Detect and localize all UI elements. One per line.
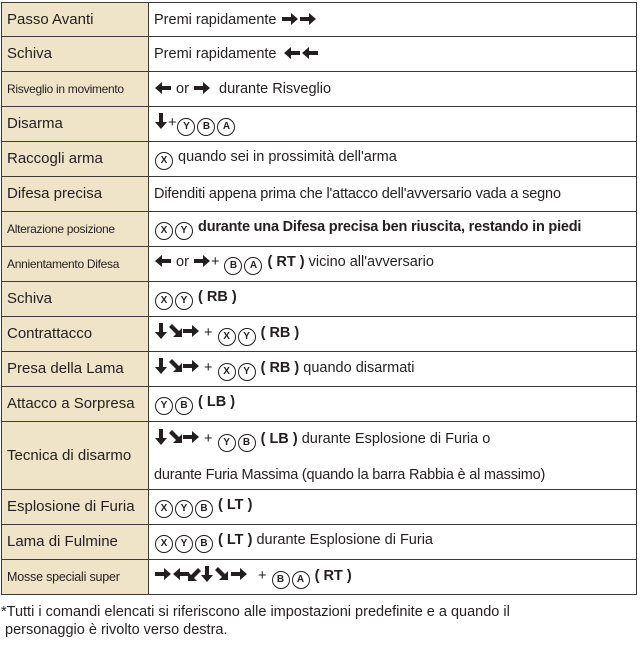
row-command bbox=[149, 422, 637, 490]
x-button-icon: X bbox=[218, 328, 236, 346]
table-row bbox=[2, 177, 637, 212]
command-text: quando disarmati bbox=[303, 360, 415, 376]
paren-close: ) bbox=[292, 430, 298, 447]
trigger-tag: LB bbox=[206, 394, 227, 410]
table-row bbox=[2, 72, 637, 107]
paren-open: ( bbox=[260, 430, 266, 447]
command-text: durante una Difesa precisa ben riuscita, restando in piedi bbox=[198, 219, 582, 235]
row-command bbox=[149, 352, 637, 387]
y-button-icon: Y bbox=[177, 118, 195, 136]
arrow-left-left-icon bbox=[281, 45, 319, 61]
row-label: Risveglio in movimento bbox=[2, 72, 149, 107]
paren-open: ( bbox=[260, 325, 266, 341]
arrow-down-icon bbox=[154, 112, 168, 130]
plus-sign: + bbox=[168, 115, 177, 131]
x-button-icon: X bbox=[155, 535, 173, 553]
row-label: Contrattacco bbox=[2, 317, 149, 352]
row-command bbox=[149, 525, 637, 560]
row-command bbox=[149, 72, 637, 107]
arrow-left-icon bbox=[154, 80, 172, 96]
table-row bbox=[2, 107, 637, 142]
or-text: or bbox=[176, 81, 189, 97]
table-row bbox=[2, 352, 637, 387]
table-row bbox=[2, 560, 637, 595]
row-command bbox=[149, 490, 637, 525]
row-command bbox=[149, 177, 637, 212]
paren-close: ) bbox=[231, 289, 237, 305]
paren-open: ( bbox=[314, 568, 320, 584]
b-button-icon: B bbox=[195, 500, 213, 518]
y-button-icon: Y bbox=[238, 328, 256, 346]
command-text: Difenditi appena prima che l'attacco dell'avversario vada a segno bbox=[154, 186, 561, 202]
table-row bbox=[2, 142, 637, 177]
row-label: Annientamento Difesa bbox=[2, 247, 149, 282]
command-text-line2: durante Furia Massima (quando la barra Rabbia è al massimo) bbox=[154, 466, 546, 483]
arrow-down-downright-right-icon bbox=[154, 322, 200, 340]
paren-open: ( bbox=[198, 394, 203, 410]
plus-sign: + bbox=[258, 568, 267, 584]
trigger-tag: LT bbox=[226, 497, 244, 513]
paren-close: ) bbox=[294, 360, 300, 376]
y-button-icon: Y bbox=[155, 397, 173, 415]
row-label: Tecnica di disarmo bbox=[2, 422, 149, 490]
paren-close: ) bbox=[247, 532, 253, 548]
trigger-tag: RT bbox=[323, 568, 343, 584]
trigger-tag: RT bbox=[276, 254, 296, 270]
b-button-icon: B bbox=[195, 535, 213, 553]
table-row bbox=[2, 387, 637, 422]
footnote bbox=[1, 603, 631, 639]
row-label: Attacco a Sorpresa bbox=[2, 387, 149, 422]
y-button-icon: Y bbox=[175, 222, 193, 240]
row-command bbox=[149, 107, 637, 142]
trigger-tag: RB bbox=[269, 360, 291, 376]
row-command bbox=[149, 317, 637, 352]
row-label: Lama di Fulmine bbox=[2, 525, 149, 560]
row-label: Disarma bbox=[2, 107, 149, 142]
trigger-tag: LB bbox=[269, 430, 289, 447]
row-command bbox=[149, 247, 637, 282]
row-command bbox=[149, 212, 637, 247]
paren-open: ( bbox=[218, 532, 223, 548]
arrow-down-downright-right-icon bbox=[154, 357, 200, 375]
a-button-icon: A bbox=[292, 571, 310, 589]
table-row bbox=[2, 37, 637, 72]
row-label: Esplosione di Furia bbox=[2, 490, 149, 525]
command-text: quando sei in prossimità dell'arma bbox=[178, 149, 397, 165]
x-button-icon: X bbox=[155, 152, 173, 170]
footnote-line2: personaggio è rivolto verso destra. bbox=[5, 622, 228, 638]
y-button-icon: Y bbox=[175, 535, 193, 553]
arrow-right-right-icon bbox=[281, 11, 319, 27]
x-button-icon: X bbox=[155, 500, 173, 518]
command-text: Premi rapidamente bbox=[154, 46, 277, 62]
table-row bbox=[2, 317, 637, 352]
a-button-icon: A bbox=[244, 257, 262, 275]
b-button-icon: B bbox=[175, 397, 193, 415]
paren-close: ) bbox=[230, 394, 236, 410]
row-command bbox=[149, 560, 637, 595]
x-button-icon: X bbox=[218, 363, 236, 381]
arrow-down-downright-right-icon bbox=[154, 428, 200, 446]
row-command bbox=[149, 37, 637, 72]
y-button-icon: Y bbox=[218, 434, 236, 452]
table-row bbox=[2, 247, 637, 282]
trigger-tag: LT bbox=[226, 532, 244, 548]
row-label: Alterazione posizione bbox=[2, 212, 149, 247]
y-button-icon: Y bbox=[238, 363, 256, 381]
or-text: or bbox=[176, 254, 189, 270]
arrow-sequence-icon bbox=[154, 565, 254, 583]
b-button-icon: B bbox=[238, 434, 256, 452]
arrow-right-icon bbox=[193, 80, 211, 96]
arrow-right-icon bbox=[193, 253, 211, 269]
plus-sign: + bbox=[204, 360, 213, 376]
b-button-icon: B bbox=[224, 257, 242, 275]
table-row bbox=[2, 212, 637, 247]
table-row bbox=[2, 422, 637, 490]
command-text: Premi rapidamente bbox=[154, 11, 277, 28]
paren-open: ( bbox=[260, 360, 266, 376]
paren-open: ( bbox=[218, 497, 223, 513]
row-label: Passo Avanti bbox=[2, 3, 149, 37]
paren-close: ) bbox=[299, 254, 305, 270]
plus-sign: + bbox=[204, 325, 213, 341]
command-text: vicino all'avversario bbox=[308, 254, 434, 270]
row-command bbox=[149, 3, 637, 37]
a-button-icon: A bbox=[217, 118, 235, 136]
y-button-icon: Y bbox=[175, 292, 193, 310]
row-label: Presa della Lama bbox=[2, 352, 149, 387]
row-command bbox=[149, 142, 637, 177]
row-command bbox=[149, 282, 637, 317]
x-button-icon: X bbox=[155, 222, 173, 240]
paren-close: ) bbox=[294, 325, 300, 341]
row-label: Difesa precisa bbox=[2, 177, 149, 212]
row-label: Schiva bbox=[2, 37, 149, 72]
table-row bbox=[2, 490, 637, 525]
row-label: Schiva bbox=[2, 282, 149, 317]
row-label: Raccogli arma bbox=[2, 142, 149, 177]
paren-open: ( bbox=[267, 254, 273, 270]
footnote-line1: *Tutti i comandi elencati si riferiscono alle impostazioni predefinite e a quando il bbox=[1, 604, 510, 620]
plus-sign: + bbox=[210, 254, 220, 270]
y-button-icon: Y bbox=[175, 500, 193, 518]
command-text: durante Risveglio bbox=[219, 81, 332, 97]
x-button-icon: X bbox=[155, 292, 173, 310]
command-table bbox=[1, 2, 637, 595]
command-text: durante Esplosione di Furia bbox=[256, 532, 433, 548]
trigger-tag: RB bbox=[269, 325, 291, 341]
b-button-icon: B bbox=[272, 571, 290, 589]
paren-open: ( bbox=[198, 289, 203, 305]
table-row bbox=[2, 525, 637, 560]
trigger-tag: RB bbox=[206, 289, 228, 305]
row-label: Mosse speciali super bbox=[2, 560, 149, 595]
table-row bbox=[2, 282, 637, 317]
command-text: durante Esplosione di Furia o bbox=[301, 430, 491, 447]
plus-sign: + bbox=[204, 430, 213, 447]
table-row bbox=[2, 3, 637, 37]
paren-close: ) bbox=[346, 568, 352, 584]
b-button-icon: B bbox=[197, 118, 215, 136]
paren-close: ) bbox=[247, 497, 253, 513]
row-command bbox=[149, 387, 637, 422]
arrow-left-icon bbox=[154, 253, 172, 269]
